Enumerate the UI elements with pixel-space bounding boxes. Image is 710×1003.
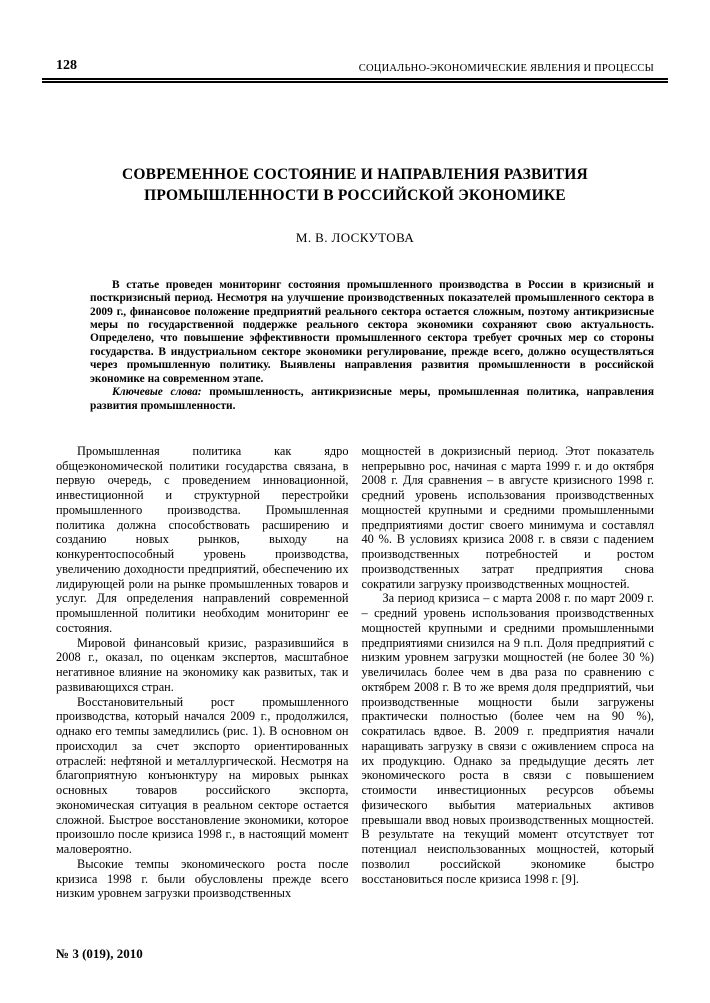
journal-title: СОЦИАЛЬНО-ЭКОНОМИЧЕСКИЕ ЯВЛЕНИЯ И ПРОЦЕССЫ <box>358 63 654 74</box>
paragraph: Промышленная политика как ядро общеэкономической политики государства связана, в первую очередь, с проведением инновационной, инвестиционной и структурной перестройки промышленного производства. Промышленная политика должна способствовать расширению и созданию новых рынков, выходу на конкурентоспособный уровень производства, увеличению доходности предприятий, обеспечению их лидирующей роли на рынке промышленных товаров и услуг. Для определения направлений современной промышленной политики необходим мониторинг ее состояния. <box>56 443 349 635</box>
article-title: СОВРЕМЕННОЕ СОСТОЯНИЕ И НАПРАВЛЕНИЯ РАЗВИТИЯ ПРОМЫШЛЕННОСТИ В РОССИЙСКОЙ ЭКОНОМИКЕ <box>122 166 588 204</box>
page-number: 128 <box>56 58 77 73</box>
abstract-block <box>90 279 654 413</box>
paragraph: Мировой финансовый кризис, разразившийся в 2008 г., оказал, по оценкам экспертов, масштабное негативное влияние на экономику как развитых, так и развивающихся стран. <box>56 635 349 694</box>
paragraph: Высокие темпы экономического роста после кризиса 1998 г. были обусловлены прежде всего низким уровнем загрузки производственных <box>56 856 349 901</box>
right-column <box>362 444 655 901</box>
keywords-text: промышленность, антикризисные меры, промышленная политика, направления развития промышленности. <box>90 386 654 412</box>
abstract-text: В статье проведен мониторинг состояния промышленного производства в России в кризисный и посткризисный период. Несмотря на улучшение производственных показателей промышленного сектора в 2009 г., финансовое положение предприятий реального сектора остается сложным, поэтому антикризисные меры по государственной поддержке реального сектора экономики сохраняют свою актуальность. Определено, что повышение эффективности промышленного сектора требует срочных мер со стороны государства. В индустриальном секторе экономики регулирование, прежде всего, должно осуществляться через промышленную политику. Выявлены направления развития промышленности в российской экономике на современном этапе. <box>90 278 654 385</box>
header-rule <box>42 78 668 83</box>
article-author: М. В. ЛОСКУТОВА <box>295 229 415 245</box>
page-content <box>42 0 668 901</box>
left-column <box>56 444 349 901</box>
paragraph: мощностей в докризисный период. Этот показатель непрерывно рос, начиная с марта 1999 г. и до октября 2008 г. Для сравнения – в августе кризисного 1998 г. средний уровень использования производственных мощностей крупными и средними промышленными предприятиями достиг своего минимума и составлял 40 %. В условиях кризиса 2008 г. в связи с падением производственных потребностей и ростом производственных затрат предприятия снова сократили загрузку производственных мощностей. <box>361 443 654 591</box>
page-header <box>42 0 668 78</box>
paragraph: Восстановительный рост промышленного производства, который начался 2009 г., продолжился, однако его темпы замедлились (рис. 1). В основном он происходил за счет экспорто ориентированных отраслей: нефтяной и металлургической. Несмотря на благоприятную конъюнктуру на мировых рынках основных товаров российского экспорта, экономическая ситуация в реальном секторе остается сложной. Быстрое восстановление экономики, которое произошло после кризиса 1998 г., в настоящий момент маловероятно. <box>56 694 349 857</box>
body-columns <box>42 444 668 901</box>
issue-number: № 3 (019), 2010 <box>56 946 143 961</box>
keywords-line <box>90 386 654 413</box>
keywords-label: Ключевые слова: <box>112 386 202 399</box>
paragraph: За период кризиса – с марта 2008 г. по март 2009 г. – средний уровень использования производственных мощностей крупными и средними промышленными предприятиями снизился на 9 п.п. Доля предприятий с низким уровнем загрузки мощностей (не более 30 %) увеличилась более чем в два раза по сравнению с октябрем 2008 г. В то же время доля предприятий, чьи производственные мощности были загружены практически полностью (более чем на 90 %), сократилась вдвое. В. 2009 г. предприятия начали наращивать загрузку в связи с оживлением спроса на их продукцию. Однако за предыдущие десять лет экономического роста в связи с повышением стоимости инвестиционных ресурсов объемы физического выбытия материальных активов превышали ввод новых производственных мощностей. В результате на текущий момент отсутствует тот потенциал неиспользованных мощностей, который позволил российской экономике быстро восстановиться после кризиса 1998 г. [9]. <box>361 591 654 886</box>
